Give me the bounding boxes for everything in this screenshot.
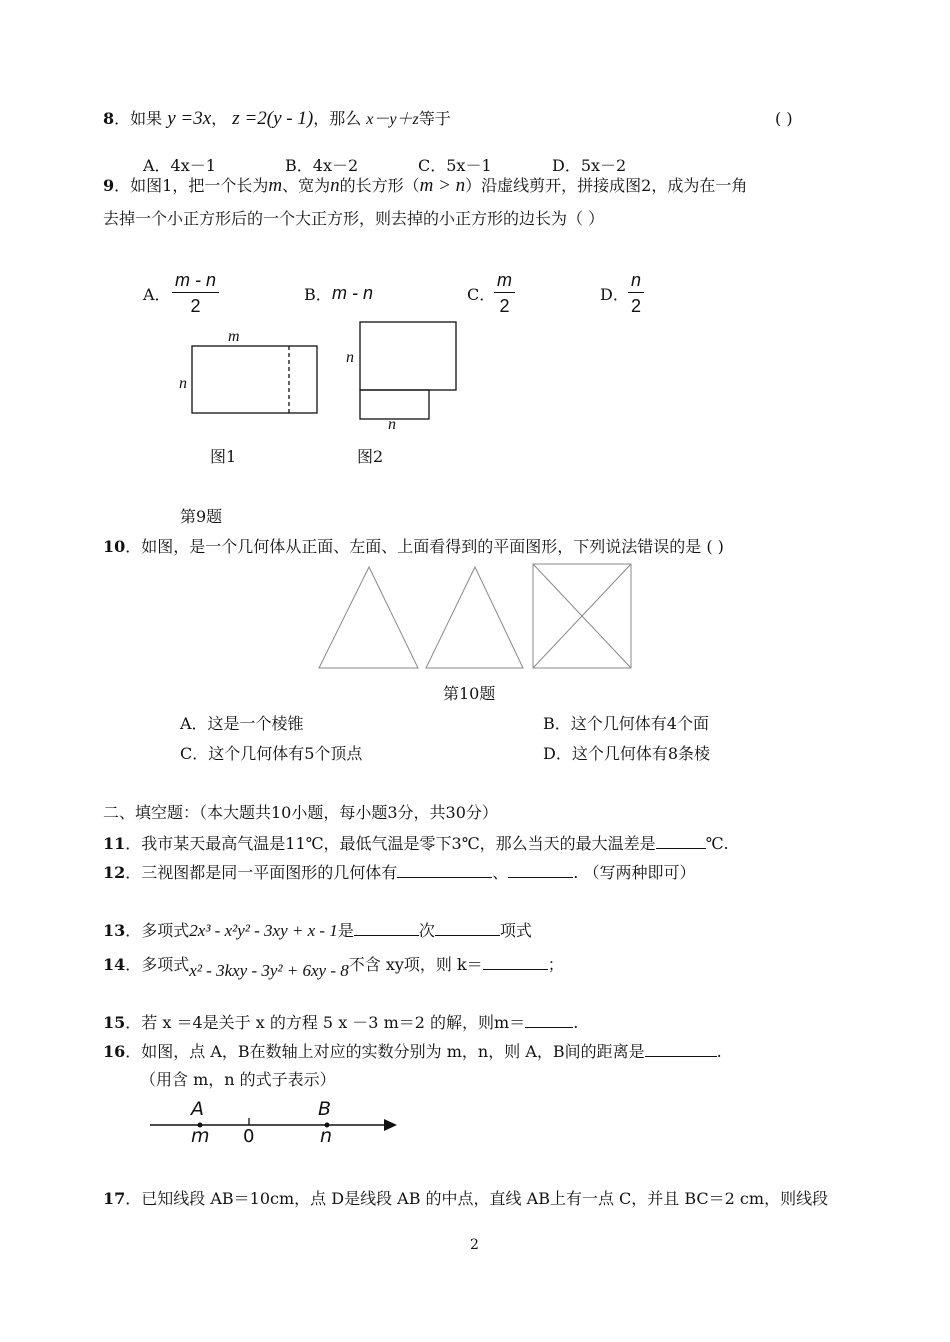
section2-heading: 二、填空题：（本大题共10小题，每小题3分，共30分） — [103, 803, 498, 822]
q9-fig2-label-n-left: n — [346, 349, 354, 366]
q16-tail: . — [716, 1042, 722, 1061]
q13-tail: 项式 — [499, 921, 532, 940]
q9-var-n: n — [330, 175, 340, 196]
q9-option-c-denominator: 2 — [499, 296, 510, 316]
q9-text-d: ）沿虚线剪开，拼接成图2，成为在一角 — [465, 176, 748, 195]
q9-option-c-label: C． — [467, 285, 496, 304]
q9-text-a: ．如图1，把一个长为 — [114, 176, 269, 195]
q13-number: 13 — [103, 921, 126, 940]
q9-option-d-denominator: 2 — [631, 296, 642, 316]
q8-equation-z: z =2(y - 1) — [232, 108, 314, 129]
q9-fig1-caption: 图1 — [210, 447, 237, 466]
q16-number: 16 — [103, 1042, 126, 1061]
q14-answer-blank[interactable] — [483, 953, 548, 970]
q8-equation-y: y =3x — [167, 108, 212, 129]
q8-option-c: C．5x－1 — [418, 156, 492, 175]
q12-tail: . （写两种即可） — [573, 863, 696, 882]
q16-answer-blank[interactable] — [645, 1040, 717, 1057]
q10-option-c: C．这个几何体有5个顶点 — [180, 744, 363, 763]
q17-text: ．已知线段 AB＝10cm，点 D是线段 AB 的中点，直线 AB上有一点 C，并且 BC＝2 cm，则线段 — [125, 1189, 829, 1208]
q9-option-a-label: A． — [143, 285, 171, 304]
page-number: 2 — [470, 1237, 479, 1253]
q9-line2: 去掉一个小正方形后的一个大正方形，则去掉的小正方形的边长为（ ） — [103, 209, 605, 228]
q9-option-d-label: D． — [600, 285, 629, 304]
q11-text: ．我市某天最高气温是11℃，最低气温是零下3℃，那么当天的最大温差是 — [125, 834, 656, 853]
q10-line — [103, 536, 724, 558]
q11-number: 11 — [103, 834, 126, 853]
q8-sep: ， — [211, 109, 228, 128]
q8-option-d: D．5x－2 — [552, 156, 627, 175]
q9-option-d-numerator: n — [628, 268, 644, 293]
q16-label-n: n — [320, 1125, 333, 1147]
q17-line — [103, 1188, 828, 1210]
q13-answer-blank-2[interactable] — [435, 919, 500, 936]
q14-pre: ．多项式 — [125, 955, 190, 974]
q8-mid: ，那么 — [313, 109, 362, 128]
q10-option-d: D．这个几何体有8条棱 — [543, 744, 711, 763]
q9-option-a-numerator: m - n — [172, 268, 219, 293]
q11-answer-blank[interactable] — [656, 832, 706, 849]
q16-label-m: m — [191, 1125, 210, 1147]
q10-option-b: B．这个几何体有4个面 — [543, 714, 709, 733]
q16-label-0: 0 — [243, 1126, 255, 1147]
q9-fig2-caption: 图2 — [357, 447, 384, 466]
q9-condition: m > n — [419, 175, 466, 196]
q9-fig1-label-n: n — [179, 375, 187, 392]
q9-fig2-label-n-bottom: n — [388, 416, 396, 433]
q9-option-c-numerator: m — [494, 268, 515, 293]
q12-line — [103, 861, 695, 884]
q10-text: ．如图，是一个几何体从正面、左面、上面看得到的平面图形，下列说法错误的是 ( ) — [125, 537, 724, 556]
q14-number: 14 — [103, 955, 126, 974]
q10-front-view-triangle — [319, 567, 418, 668]
q8-prefix: ．如果 — [114, 109, 163, 128]
q10-option-a: A．这是一个棱锥 — [180, 714, 304, 733]
q11-unit: ℃. — [705, 834, 729, 853]
q8-paren: ( ) — [775, 109, 793, 128]
q15-text: ．若 x ＝4是关于 x 的方程 5 x －3 m＝2 的解，则m＝ — [125, 1013, 526, 1032]
q16-number-line-arrow — [384, 1119, 397, 1131]
q9-option-b-label: B． — [304, 285, 332, 304]
q13-expression: 2x³ - x²y² - 3xy + x - 1 — [189, 921, 338, 940]
q14-line — [103, 953, 564, 980]
q11-line — [103, 832, 729, 855]
q14-tail: ； — [547, 955, 564, 974]
q10-left-view-triangle — [426, 567, 523, 668]
q13-answer-blank-1[interactable] — [354, 919, 419, 936]
q13-mid2: 次 — [418, 921, 435, 940]
q9-text-c: 的长方形（ — [339, 176, 420, 195]
q10-number: 10 — [103, 537, 126, 556]
q9-fig2-large-rect — [360, 322, 456, 390]
q15-answer-blank[interactable] — [525, 1011, 573, 1028]
q16-line — [103, 1040, 722, 1063]
q9-text-b: 、宽为 — [282, 176, 331, 195]
q13-line — [103, 919, 532, 942]
q14-expression: x² - 3kxy - 3y² + 6xy - 8 — [189, 961, 349, 980]
q9-fig1-rectangle — [192, 346, 317, 413]
q9-var-m: m — [268, 175, 283, 196]
q10-caption: 第10题 — [443, 684, 496, 703]
q15-line — [103, 1011, 578, 1034]
q8-option-a: A．4x－1 — [143, 156, 216, 175]
q9-option-b-value: m - n — [332, 283, 374, 303]
q14-mid: 不含 xy项，则 k＝ — [348, 955, 483, 974]
q9-fig1-label-m: m — [228, 328, 240, 345]
q16-label-b: B — [318, 1098, 332, 1120]
q8-number: 8 — [103, 109, 115, 128]
q17-number: 17 — [103, 1189, 126, 1208]
q13-pre: ．多项式 — [125, 921, 190, 940]
q8-expression: x－y＋z — [366, 111, 419, 128]
q9-number: 9 — [103, 176, 115, 195]
q12-answer-blank-1[interactable] — [397, 861, 492, 878]
q12-answer-blank-2[interactable] — [508, 861, 573, 878]
q9-option-a-denominator: 2 — [190, 296, 201, 316]
q15-tail: . — [573, 1013, 579, 1032]
q13-mid: 是 — [337, 921, 354, 940]
q16-label-a: A — [191, 1098, 204, 1120]
q16-text: ．如图，点 A，B在数轴上对应的实数分别为 m，n，则 A，B间的距离是 — [125, 1042, 645, 1061]
q15-number: 15 — [103, 1013, 126, 1032]
q8-option-b: B．4x－2 — [285, 156, 359, 175]
q12-text: ．三视图都是同一平面图形的几何体有 — [125, 863, 398, 882]
q9-caption: 第9题 — [180, 507, 223, 526]
q12-sep: 、 — [492, 863, 509, 882]
q8-suffix: 等于 — [418, 109, 451, 128]
q12-number: 12 — [103, 863, 126, 882]
q16-line2: （用含 m，n 的式子表示） — [140, 1070, 336, 1089]
